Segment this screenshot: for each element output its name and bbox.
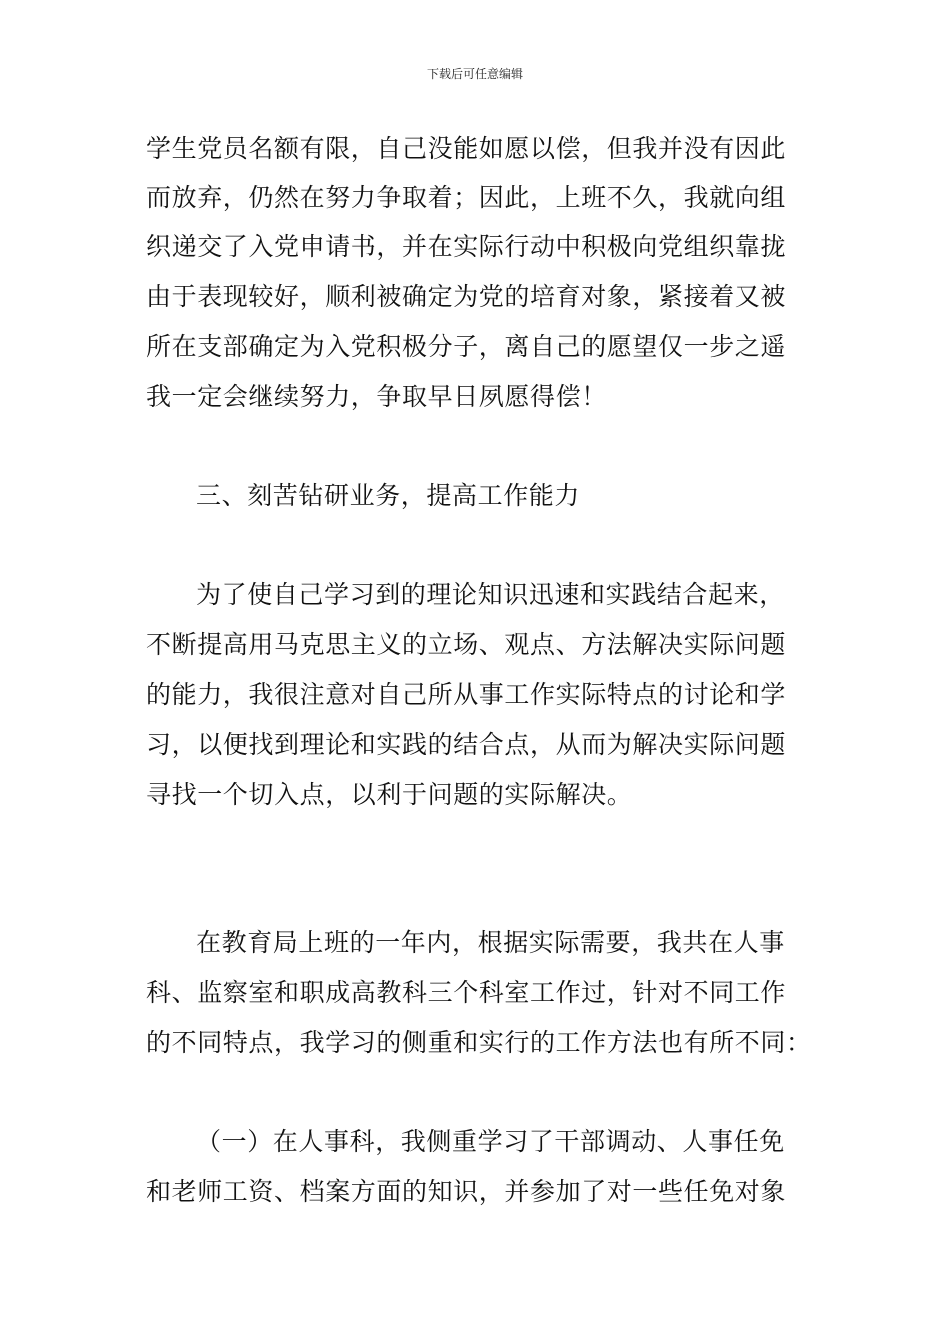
- text-line: 织递交了入党申请书，并在实际行动中积极向党组织靠拢: [146, 232, 787, 261]
- text-line: 我一定会继续努力，争取早日夙愿得偿！: [146, 382, 607, 411]
- text-line: 学生党员名额有限，自己没能如愿以偿，但我并没有因此: [146, 134, 787, 163]
- text-line: 而放弃，仍然在努力争取着；因此，上班不久，我就向组: [146, 183, 787, 212]
- text-line: 的不同特点，我学习的侧重和实行的工作方法也有所不同：: [146, 1028, 812, 1057]
- text-line: 的能力，我很注意对自己所从事工作实际特点的讨论和学: [146, 680, 787, 709]
- text-line: 寻找一个切入点，以利于问题的实际解决。: [146, 780, 633, 809]
- section-heading: 三、刻苦钻研业务，提高工作能力: [196, 481, 581, 510]
- text-line: 和老师工资、档案方面的知识，并参加了对一些任免对象: [146, 1177, 787, 1206]
- text-line: 科、监察室和职成高教科三个科室工作过，针对不同工作: [146, 978, 787, 1007]
- text-line: 所在支部确定为入党积极分子，离自己的愿望仅一步之遥: [146, 332, 787, 361]
- text-line: 不断提高用马克思主义的立场、观点、方法解决实际问题: [146, 630, 787, 659]
- text-line: 在教育局上班的一年内，根据实际需要，我共在人事: [196, 928, 785, 957]
- text-line: 为了使自己学习到的理论知识迅速和实践结合起来，: [196, 580, 785, 609]
- text-line: 由于表现较好，顺利被确定为党的培育对象，紧接着又被: [146, 282, 787, 311]
- text-line: （一）在人事科，我侧重学习了干部调动、人事任免: [196, 1127, 785, 1156]
- page-header: 下载后可任意编辑: [426, 67, 523, 81]
- text-line: 习，以便找到理论和实践的结合点，从而为解决实际问题: [146, 730, 787, 759]
